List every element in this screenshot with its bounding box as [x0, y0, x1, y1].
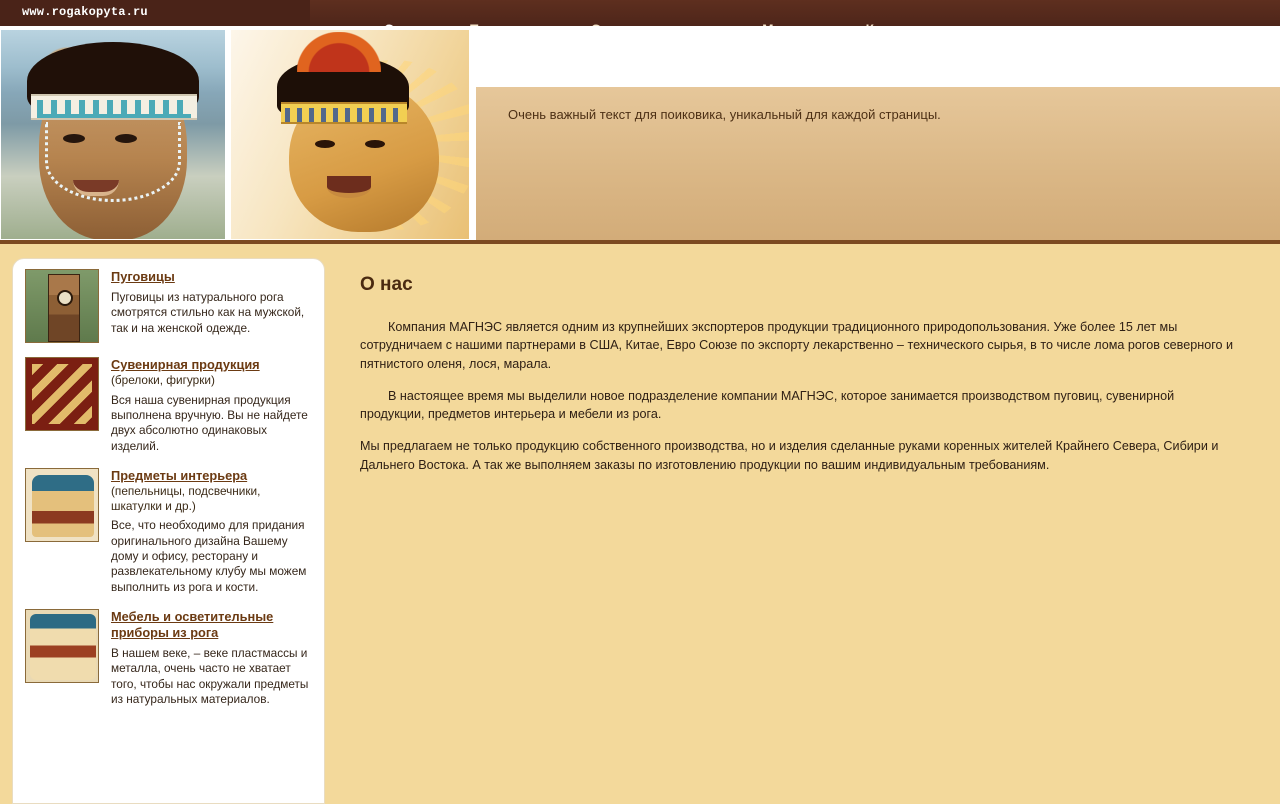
sidebar-card-buttons[interactable]: [13, 259, 324, 347]
hero-photo-child-yellow-paint: [230, 29, 470, 240]
card-description: Все, что необходимо для придания оригинального дизайна Вашему дому и офису, ресторану и развлекательному клубу мы можем выполнить из рога и кости.: [111, 518, 307, 594]
photo-eye-left: [315, 140, 335, 148]
card-subtitle: (брелоки, фигурки): [111, 372, 215, 387]
content-paragraph: В настоящее время мы выделили новое подразделение компании МАГНЭС, которое занимается производством пуговиц, сувенирной продукции, предметов интерьера и мебели из рога.: [360, 388, 1175, 421]
content-paragraph: Мы предлагаем не только продукцию собственного производства, но и изделия сделанные руками коренных жителей Крайнего Севера, Сибири и Дальнего Востока. А так же выполняем заказы по изготовлению продукции по вашим индивидуальным требованиям.: [360, 439, 1219, 472]
hero-photo-boy-blue-beads: [0, 29, 226, 240]
card-body: [111, 269, 312, 343]
card-description: Пуговицы из натурального рога смотрятся стильно как на мужской, так и на женской одежде.: [111, 289, 305, 335]
page-body: [0, 240, 1280, 800]
card-title-link[interactable]: Мебель и осветительные приборы из рога: [111, 609, 274, 641]
seo-text-panel: [474, 85, 1280, 266]
card-body: [111, 468, 312, 595]
card-title-link[interactable]: Сувенирная продукция: [111, 357, 260, 372]
photo-eye-right: [115, 134, 137, 143]
page-title: О нас: [360, 274, 413, 295]
site-url: www.rogakopyta.ru: [22, 5, 148, 19]
seo-text: Очень важный текст для поиковика, уникальный для каждой страницы.: [508, 107, 941, 122]
photo-headband: [31, 94, 197, 120]
photo-feather: [297, 32, 381, 72]
sidebar-card-furniture[interactable]: [13, 599, 324, 711]
product-thumbnail-souvenirs: [25, 357, 99, 431]
sidebar-card-souvenirs[interactable]: [13, 347, 324, 458]
sidebar-card-interior[interactable]: [13, 458, 324, 599]
card-title-link[interactable]: Предметы интерьера: [111, 468, 248, 484]
card-title-link[interactable]: Пуговицы: [111, 269, 175, 284]
sidebar: [12, 258, 325, 804]
product-thumbnail-furniture: [25, 609, 99, 683]
content-paragraph: Компания МАГНЭС является одним из крупнейших экспортеров продукции традиционного природопользования. Уже более 15 лет мы сотрудничаем с нашими партнерами в США, Китае, Евро Союзе по экспорту лекарственно – технического сырья, в то числе лома рогов северного и пятнистого оленя, лося, марала.: [360, 320, 1234, 371]
product-thumbnail-buttons: [25, 269, 99, 343]
card-body: [111, 609, 312, 707]
card-description: Вся наша сувенирная продукция выполнена вручную. Вы не найдете двух абсолютно одинаковых изделий.: [111, 392, 308, 453]
photo-mouth: [327, 176, 371, 198]
photo-eye-right: [365, 140, 385, 148]
product-thumbnail-interior: [25, 468, 99, 542]
card-body: [111, 357, 312, 454]
hero-banner: [0, 26, 1280, 240]
main-content: [360, 274, 1240, 488]
card-subtitle: (пепельницы, подсвечники, шкатулки и др.): [111, 484, 261, 513]
photo-headband: [281, 102, 407, 124]
photo-eye-left: [63, 134, 85, 143]
card-description: В нашем веке, – веке пластмассы и металла, очень часто не хватает того, чтобы нас окружали предметы из натуральных материалов.: [111, 646, 309, 707]
